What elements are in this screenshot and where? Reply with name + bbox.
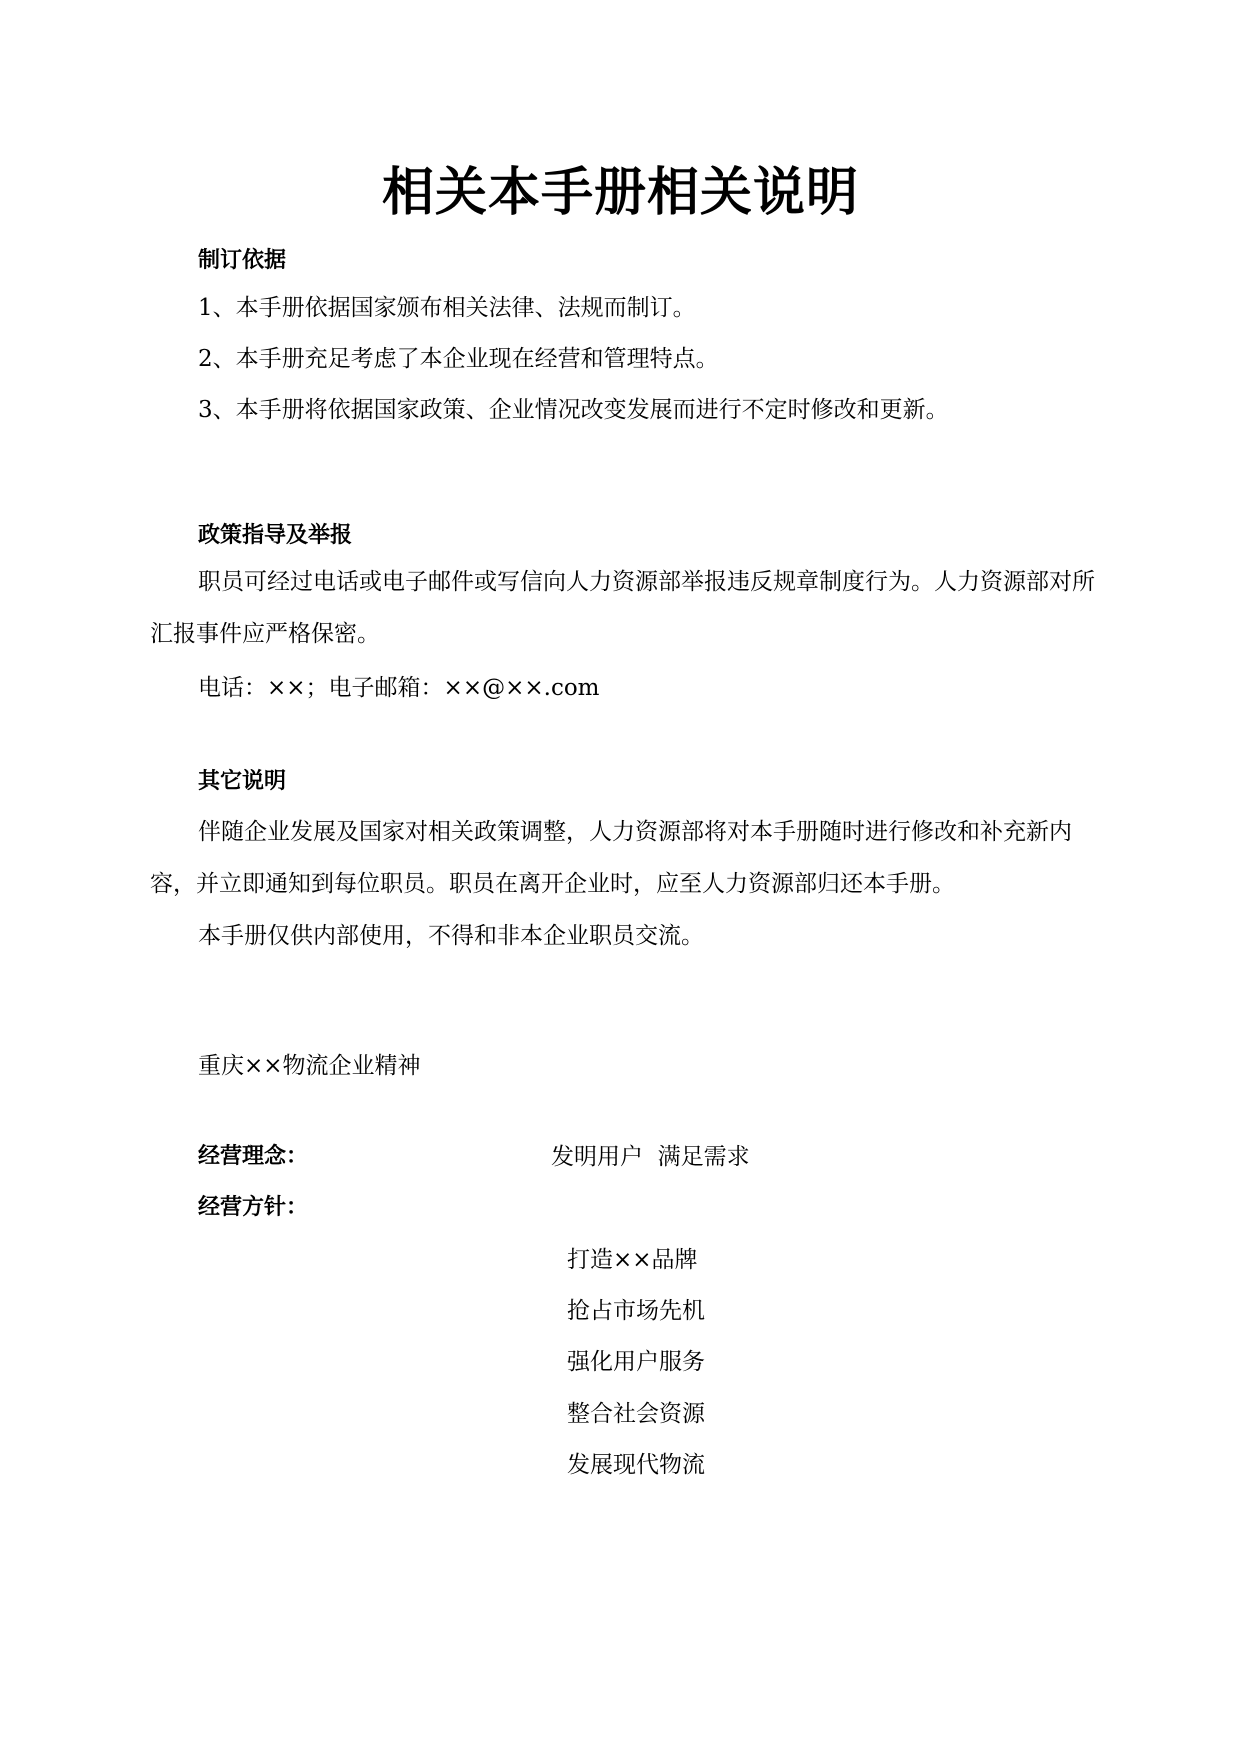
other-note: 本手册仅供内部使用，不得和非本企业职员交流。 [198, 923, 704, 949]
policy-item: 发展现代物流 [567, 1452, 705, 1478]
basis-item-1: 1、本手册依据国家颁布相关法律、法规而制订。 [198, 295, 696, 321]
basis-item-2: 2、本手册充足考虑了本企业现在经营和管理特点。 [198, 346, 719, 372]
spirit-heading: 重庆××物流企业精神 [198, 1053, 421, 1079]
philosophy-label: 经营理念： [198, 1144, 309, 1169]
report-paragraph: 职员可经过电话或电子邮件或写信向人力资源部举报违反规章制度行为。人力资源部对所汇报事件应严格保密。 [150, 569, 1095, 647]
section-heading-basis: 制订依据 [198, 248, 287, 273]
section-heading-report: 政策指导及举报 [198, 523, 353, 548]
philosophy-value: 发明用户 满足需求 [551, 1144, 750, 1170]
policy-item: 整合社会资源 [567, 1401, 705, 1427]
policy-item: 强化用户服务 [567, 1349, 705, 1375]
policy-label: 经营方针： [198, 1195, 309, 1220]
policy-item: 抢占市场先机 [567, 1298, 705, 1324]
page-title: 相关本手册相关说明 [381, 163, 859, 223]
other-paragraph: 伴随企业发展及国家对相关政策调整，人力资源部将对本手册随时进行修改和补充新内容，并立即通知到每位职员。职员在离开企业时，应至人力资源部归还本手册。 [150, 819, 1072, 897]
section-heading-other: 其它说明 [198, 769, 287, 794]
basis-item-3: 3、本手册将依据国家政策、企业情况改变发展而进行不定时修改和更新。 [198, 397, 949, 423]
report-contact: 电话：××；电子邮箱：××@××.com [198, 675, 600, 701]
policy-item: 打造××品牌 [567, 1247, 698, 1273]
